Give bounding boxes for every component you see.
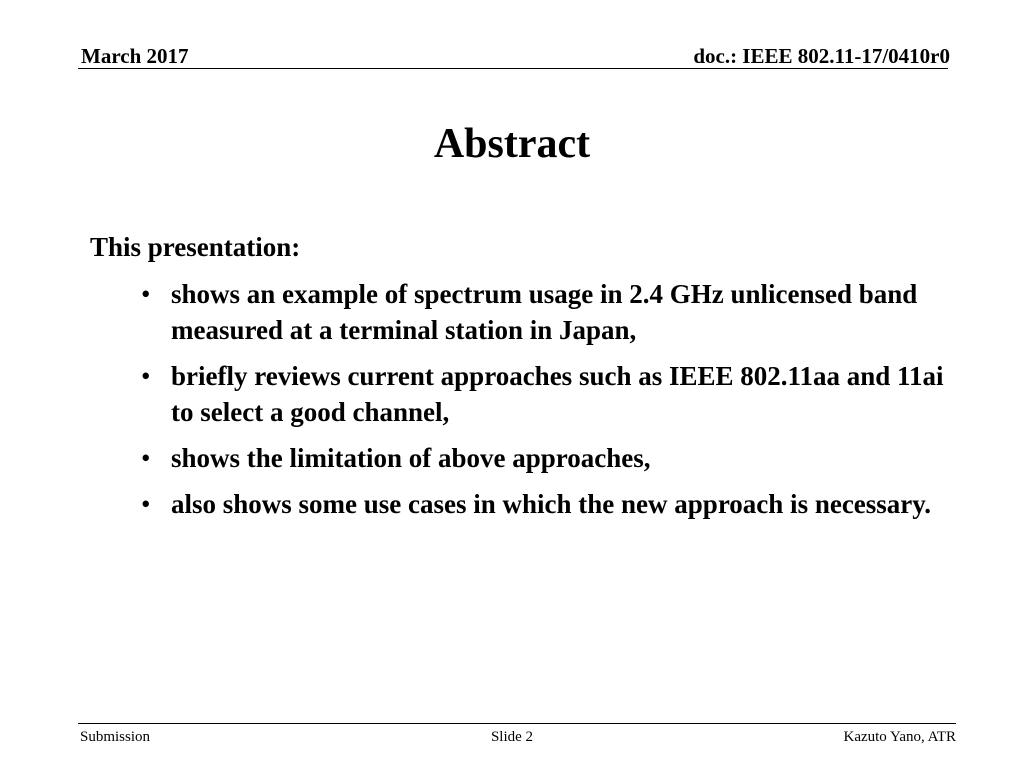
bullet-item <box>141 276 961 348</box>
bullet-item <box>141 486 961 522</box>
bullet-marker: • <box>141 489 151 519</box>
header-doc-id: doc.: IEEE 802.11-17/0410r0 <box>693 44 950 68</box>
bullet-item <box>141 440 961 476</box>
bullet-list <box>141 276 961 532</box>
header-divider <box>78 68 948 69</box>
bullet-text: briefly reviews current approaches such as IEEE 802.11aa and 11ai to select a good channel, <box>171 361 944 427</box>
bullet-text: shows an example of spectrum usage in 2.4 GHz unlicensed band measured at a terminal station in Japan, <box>171 279 918 345</box>
bullet-item <box>141 358 961 430</box>
bullet-marker: • <box>141 443 151 473</box>
bullet-marker: • <box>141 279 151 309</box>
bullet-text: shows the limitation of above approaches, <box>171 443 651 473</box>
bullet-marker: • <box>141 361 151 391</box>
header-date: March 2017 <box>81 44 189 68</box>
intro-text: This presentation: <box>90 232 301 262</box>
footer-submission: Submission <box>80 729 151 745</box>
slide-title: Abstract <box>433 121 591 167</box>
bullet-text: also shows some use cases in which the new approach is necessary. <box>171 489 932 519</box>
footer-author: Kazuto Yano, ATR <box>843 729 956 745</box>
footer-slide-number: Slide 2 <box>490 729 534 745</box>
footer-divider <box>78 723 956 724</box>
